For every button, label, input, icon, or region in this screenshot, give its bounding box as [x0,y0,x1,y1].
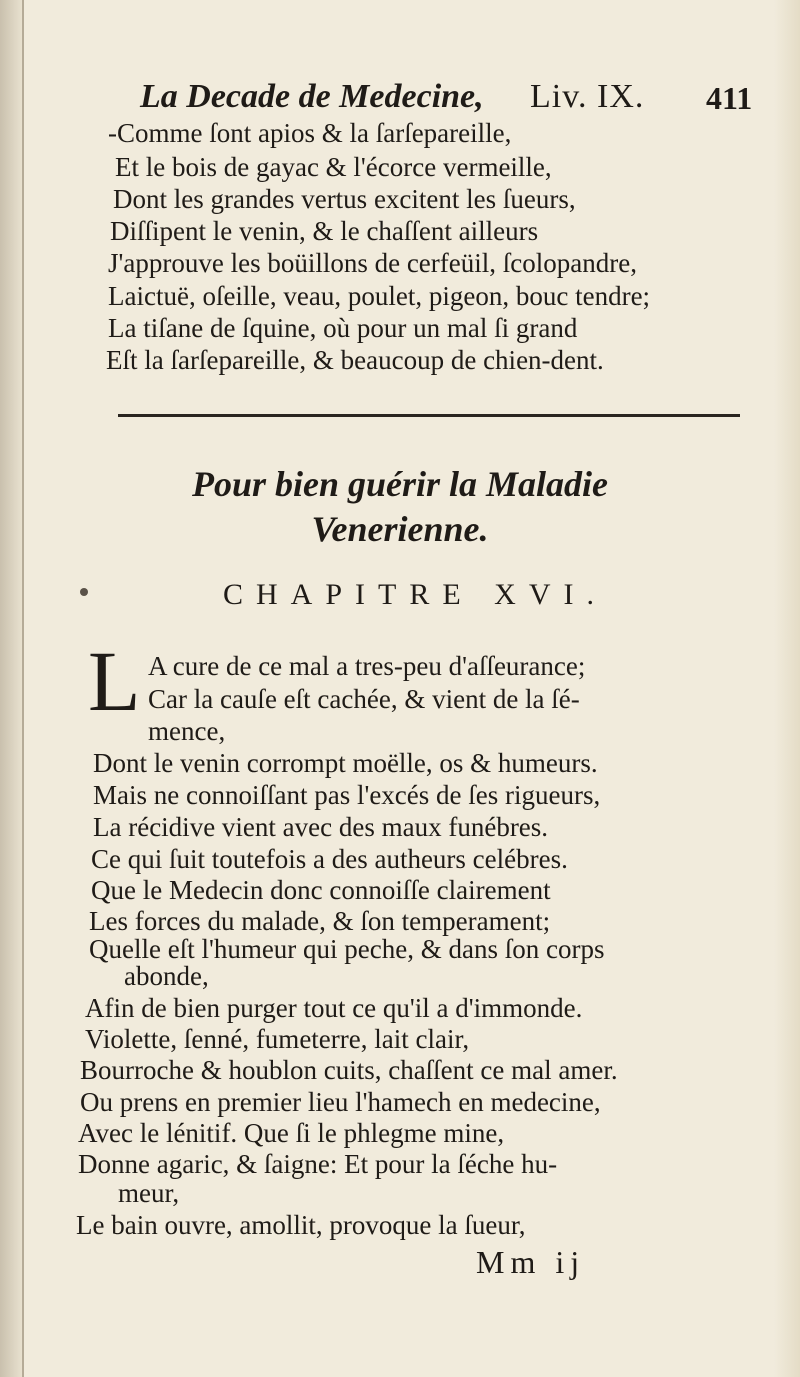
verse-line: Afin de bien purger tout ce qu'il a d'immonde. [85,993,583,1023]
verse-line: Car la cauſe eſt cachée, & vient de la ſé- [148,684,580,714]
verse-line: La récidive vient avec des maux funébres. [93,812,549,842]
verse-line: Donne agaric, & ſaigne: Et pour la ſéche hu- [78,1149,558,1179]
book-part: Liv. IX. [530,78,645,115]
verse-line: Ce qui ſuit toutefois a des autheurs celébres. [91,844,568,874]
verse-line: mence, [148,716,226,746]
drop-cap: L [88,633,141,729]
verse-line: Que le Medecin donc connoiſſe clairement [91,875,551,905]
section-rule [118,414,740,417]
page-gutter [0,0,22,1377]
verse-line: Et le bois de gayac & l'écorce vermeille, [115,152,552,182]
verse-line: Eſt la ſarſepareille, & beaucoup de chien-dent. [106,345,604,375]
verse-line: Dont le venin corrompt moëlle, os & humeurs. [93,748,598,778]
verse-line: abonde, [124,961,209,991]
verse-line: Les forces du malade, & ſon temperament; [89,906,551,936]
verse-line: A cure de ce mal a tres-peu d'aſſeurance; [148,651,586,681]
catchword-signature: Mm ij [476,1244,586,1280]
verse-line: Bourroche & houblon cuits, chaſſent ce mal amer. [80,1055,618,1085]
page-number: 411 [706,80,753,116]
verse-line: Laictuë, oſeille, veau, poulet, pigeon, bouc tendre; [108,281,651,311]
verse-line: Dont les grandes vertus excitent les ſueurs, [113,184,576,214]
verse-line: J'approuve les boüillons de cerfeüil, ſcolopandre, [108,248,637,278]
verse-line: meur, [118,1178,180,1208]
verse-line: La tiſane de ſquine, où pour un mal ſi grand [108,313,578,343]
verse-line: Mais ne connoiſſant pas l'excés de ſes rigueurs, [93,780,601,810]
verse-line: Diſſipent le venin, & le chaſſent ailleurs [110,216,539,246]
section-title-line: Venerienne. [311,509,489,549]
running-title: La Decade de Medecine, [140,78,484,115]
verse-line: Quelle eſt l'humeur qui peche, & dans ſon corps [89,934,605,964]
verse-line: -Comme ſont apios & la ſarſepareille, [108,118,512,148]
verse-line: Avec le lénitif. Que ſi le phlegme mine, [78,1118,505,1148]
verse-line: Violette, ſenné, fumeterre, lait clair, [85,1024,470,1054]
chapter-heading: CHAPITRE XVI. [223,578,607,611]
section-title-line: Pour bien guérir la Maladie [191,464,609,504]
spine-line [22,0,24,1377]
verse-line: Ou prens en premier lieu l'hamech en medecine, [80,1087,601,1117]
verse-line: Le bain ouvre, amollit, provoque la ſueur, [76,1210,526,1240]
